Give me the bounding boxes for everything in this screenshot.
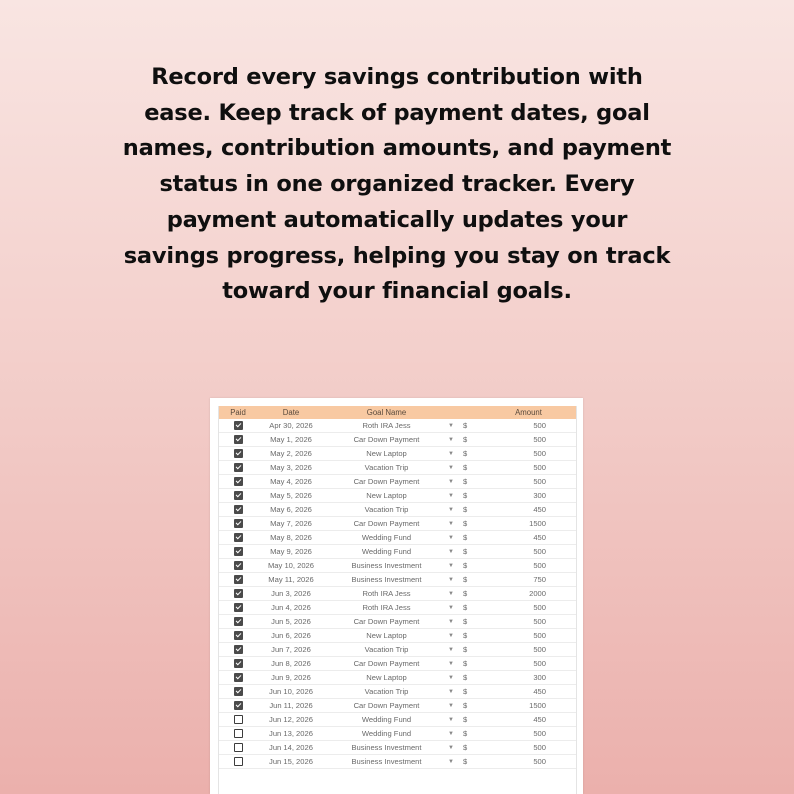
paid-checkbox-checked[interactable] bbox=[234, 547, 243, 556]
amount-cell[interactable]: 500 bbox=[481, 475, 576, 489]
dropdown-arrow-icon[interactable]: ▼ bbox=[448, 503, 463, 517]
paid-cell bbox=[219, 713, 257, 727]
paid-checkbox-checked[interactable] bbox=[234, 477, 243, 486]
paid-cell bbox=[219, 657, 257, 671]
dropdown-arrow-icon[interactable]: ▼ bbox=[448, 671, 463, 685]
table-row bbox=[219, 559, 576, 573]
currency-symbol: $ bbox=[463, 643, 481, 657]
paid-cell bbox=[219, 559, 257, 573]
paid-cell bbox=[219, 475, 257, 489]
savings-tracker-table bbox=[219, 406, 576, 769]
dropdown-arrow-icon[interactable]: ▼ bbox=[448, 643, 463, 657]
paid-cell bbox=[219, 573, 257, 587]
currency-symbol: $ bbox=[463, 433, 481, 447]
paid-checkbox-checked[interactable] bbox=[234, 449, 243, 458]
currency-symbol: $ bbox=[463, 419, 481, 433]
date-cell[interactable]: Jun 13, 2026 bbox=[257, 727, 325, 741]
date-cell[interactable]: May 5, 2026 bbox=[257, 489, 325, 503]
date-cell[interactable]: Jun 11, 2026 bbox=[257, 699, 325, 713]
dropdown-arrow-icon[interactable]: ▼ bbox=[448, 433, 463, 447]
paid-cell bbox=[219, 727, 257, 741]
table-body bbox=[219, 419, 576, 769]
paid-cell bbox=[219, 517, 257, 531]
dropdown-arrow-icon[interactable]: ▼ bbox=[448, 685, 463, 699]
goal-name-cell[interactable]: Car Down Payment bbox=[325, 699, 448, 713]
goal-name-cell[interactable]: Wedding Fund bbox=[325, 713, 448, 727]
goal-name-cell[interactable]: Car Down Payment bbox=[325, 615, 448, 629]
goal-name-cell[interactable]: Car Down Payment bbox=[325, 475, 448, 489]
paid-cell bbox=[219, 755, 257, 769]
amount-column-header: Amount bbox=[481, 406, 576, 419]
amount-cell[interactable]: 1500 bbox=[481, 517, 576, 531]
table-row bbox=[219, 545, 576, 559]
goal-name-cell[interactable]: Roth IRA Jess bbox=[325, 419, 448, 433]
dropdown-arrow-icon[interactable]: ▼ bbox=[448, 461, 463, 475]
date-cell[interactable]: Jun 3, 2026 bbox=[257, 587, 325, 601]
currency-symbol: $ bbox=[463, 671, 481, 685]
amount-cell[interactable]: 450 bbox=[481, 713, 576, 727]
currency-symbol: $ bbox=[463, 601, 481, 615]
table-row bbox=[219, 433, 576, 447]
paid-checkbox-checked[interactable] bbox=[234, 631, 243, 640]
paid-checkbox-checked[interactable] bbox=[234, 533, 243, 542]
paid-cell bbox=[219, 643, 257, 657]
amount-cell[interactable]: 300 bbox=[481, 671, 576, 685]
table-row bbox=[219, 755, 576, 769]
tracker-table-container bbox=[218, 406, 577, 794]
dropdown-arrow-icon[interactable]: ▼ bbox=[448, 587, 463, 601]
tracker-screenshot bbox=[210, 398, 583, 794]
currency-symbol: $ bbox=[463, 727, 481, 741]
goal-name-cell[interactable]: Roth IRA Jess bbox=[325, 587, 448, 601]
goal-name-cell[interactable]: Business Investment bbox=[325, 755, 448, 769]
table-header-row bbox=[219, 406, 576, 419]
dropdown-arrow-icon[interactable]: ▼ bbox=[448, 755, 463, 769]
dropdown-arrow-icon[interactable]: ▼ bbox=[448, 447, 463, 461]
paid-cell bbox=[219, 433, 257, 447]
goal-name-cell[interactable]: Business Investment bbox=[325, 741, 448, 755]
goal-name-cell[interactable]: New Laptop bbox=[325, 671, 448, 685]
goal-name-cell[interactable]: Roth IRA Jess bbox=[325, 601, 448, 615]
date-cell[interactable]: May 7, 2026 bbox=[257, 517, 325, 531]
currency-symbol: $ bbox=[463, 713, 481, 727]
date-cell[interactable]: Jun 10, 2026 bbox=[257, 685, 325, 699]
currency-symbol: $ bbox=[463, 559, 481, 573]
date-cell[interactable]: May 4, 2026 bbox=[257, 475, 325, 489]
currency-symbol: $ bbox=[463, 545, 481, 559]
goal-name-cell[interactable]: Car Down Payment bbox=[325, 657, 448, 671]
paid-cell bbox=[219, 503, 257, 517]
table-row bbox=[219, 531, 576, 545]
dropdown-arrow-icon[interactable]: ▼ bbox=[448, 601, 463, 615]
goal-name-cell[interactable]: Business Investment bbox=[325, 573, 448, 587]
table-row bbox=[219, 601, 576, 615]
paid-checkbox-checked[interactable] bbox=[234, 701, 243, 710]
table-row bbox=[219, 643, 576, 657]
paid-checkbox-checked[interactable] bbox=[234, 603, 243, 612]
goal-name-cell[interactable]: Wedding Fund bbox=[325, 531, 448, 545]
paid-cell bbox=[219, 419, 257, 433]
table-row bbox=[219, 657, 576, 671]
paid-checkbox-checked[interactable] bbox=[234, 617, 243, 626]
table-row bbox=[219, 503, 576, 517]
goal-name-cell[interactable]: New Laptop bbox=[325, 489, 448, 503]
dropdown-arrow-icon[interactable]: ▼ bbox=[448, 489, 463, 503]
amount-cell[interactable]: 500 bbox=[481, 461, 576, 475]
currency-symbol: $ bbox=[463, 489, 481, 503]
table-row bbox=[219, 615, 576, 629]
date-cell[interactable]: Jun 4, 2026 bbox=[257, 601, 325, 615]
paid-cell bbox=[219, 489, 257, 503]
currency-symbol: $ bbox=[463, 475, 481, 489]
date-cell[interactable]: May 10, 2026 bbox=[257, 559, 325, 573]
paid-cell bbox=[219, 615, 257, 629]
amount-cell[interactable]: 500 bbox=[481, 741, 576, 755]
paid-cell bbox=[219, 545, 257, 559]
amount-cell[interactable]: 500 bbox=[481, 643, 576, 657]
currency-symbol: $ bbox=[463, 461, 481, 475]
amount-cell[interactable]: 450 bbox=[481, 685, 576, 699]
goal-name-cell[interactable]: Vacation Trip bbox=[325, 685, 448, 699]
amount-cell[interactable]: 500 bbox=[481, 433, 576, 447]
date-cell[interactable]: May 6, 2026 bbox=[257, 503, 325, 517]
date-cell[interactable]: Apr 30, 2026 bbox=[257, 419, 325, 433]
amount-cell[interactable]: 500 bbox=[481, 657, 576, 671]
paid-cell bbox=[219, 741, 257, 755]
table-row bbox=[219, 699, 576, 713]
dropdown-arrow-icon[interactable]: ▼ bbox=[448, 657, 463, 671]
goal-name-cell[interactable]: New Laptop bbox=[325, 447, 448, 461]
currency-symbol: $ bbox=[463, 629, 481, 643]
table-row bbox=[219, 517, 576, 531]
paid-cell bbox=[219, 629, 257, 643]
dropdown-arrow-icon[interactable]: ▼ bbox=[448, 559, 463, 573]
dropdown-arrow-icon[interactable]: ▼ bbox=[448, 713, 463, 727]
currency-symbol: $ bbox=[463, 517, 481, 531]
dropdown-arrow-icon[interactable]: ▼ bbox=[448, 419, 463, 433]
amount-cell[interactable]: 1500 bbox=[481, 699, 576, 713]
paid-cell bbox=[219, 671, 257, 685]
paid-checkbox-checked[interactable] bbox=[234, 687, 243, 696]
paid-checkbox-checked[interactable] bbox=[234, 645, 243, 654]
date-cell[interactable]: May 2, 2026 bbox=[257, 447, 325, 461]
amount-cell[interactable]: 500 bbox=[481, 545, 576, 559]
table-row bbox=[219, 685, 576, 699]
date-cell[interactable]: May 8, 2026 bbox=[257, 531, 325, 545]
date-cell[interactable]: Jun 12, 2026 bbox=[257, 713, 325, 727]
table-row bbox=[219, 447, 576, 461]
paid-cell bbox=[219, 447, 257, 461]
table-row bbox=[219, 713, 576, 727]
currency-symbol: $ bbox=[463, 587, 481, 601]
headline-text: Record every savings contribution with ease. Keep track of payment dates, goal names, contribution amounts, and payment status in one organized tracker. Every payment automatically updates your savings progress, helping you stay on track toward your financial goals. bbox=[122, 64, 672, 305]
amount-cell[interactable]: 2000 bbox=[481, 587, 576, 601]
currency-symbol: $ bbox=[463, 685, 481, 699]
dropdown-arrow-icon[interactable]: ▼ bbox=[448, 573, 463, 587]
table-row bbox=[219, 727, 576, 741]
date-cell[interactable]: May 9, 2026 bbox=[257, 545, 325, 559]
amount-cell[interactable]: 450 bbox=[481, 531, 576, 545]
paid-checkbox-checked[interactable] bbox=[234, 421, 243, 430]
date-cell[interactable]: May 3, 2026 bbox=[257, 461, 325, 475]
table-row bbox=[219, 489, 576, 503]
paid-checkbox-checked[interactable] bbox=[234, 505, 243, 514]
goal-name-cell[interactable]: Wedding Fund bbox=[325, 727, 448, 741]
table-row bbox=[219, 741, 576, 755]
amount-cell[interactable]: 500 bbox=[481, 727, 576, 741]
amount-cell[interactable]: 450 bbox=[481, 503, 576, 517]
currency-symbol: $ bbox=[463, 615, 481, 629]
paid-checkbox-checked[interactable] bbox=[234, 435, 243, 444]
date-cell[interactable]: Jun 6, 2026 bbox=[257, 629, 325, 643]
goal-name-cell[interactable]: Wedding Fund bbox=[325, 545, 448, 559]
paid-cell bbox=[219, 601, 257, 615]
goal-name-cell[interactable]: Vacation Trip bbox=[325, 503, 448, 517]
goal-name-cell[interactable]: Business Investment bbox=[325, 559, 448, 573]
currency-symbol: $ bbox=[463, 741, 481, 755]
paid-checkbox-unchecked[interactable] bbox=[234, 715, 243, 724]
table-row bbox=[219, 419, 576, 433]
amount-cell[interactable]: 750 bbox=[481, 573, 576, 587]
paid-cell bbox=[219, 699, 257, 713]
currency-symbol: $ bbox=[463, 573, 481, 587]
amount-cell[interactable]: 500 bbox=[481, 755, 576, 769]
paid-cell bbox=[219, 685, 257, 699]
dropdown-arrow-icon[interactable]: ▼ bbox=[448, 741, 463, 755]
dropdown-column-header bbox=[448, 406, 463, 419]
paid-checkbox-unchecked[interactable] bbox=[234, 743, 243, 752]
paid-checkbox-checked[interactable] bbox=[234, 519, 243, 528]
paid-checkbox-checked[interactable] bbox=[234, 561, 243, 570]
dropdown-arrow-icon[interactable]: ▼ bbox=[448, 727, 463, 741]
goal-name-cell[interactable]: Car Down Payment bbox=[325, 433, 448, 447]
table-row bbox=[219, 671, 576, 685]
currency-symbol: $ bbox=[463, 503, 481, 517]
paid-checkbox-checked[interactable] bbox=[234, 491, 243, 500]
currency-symbol: $ bbox=[463, 531, 481, 545]
paid-checkbox-checked[interactable] bbox=[234, 463, 243, 472]
date-cell[interactable]: May 1, 2026 bbox=[257, 433, 325, 447]
paid-checkbox-unchecked[interactable] bbox=[234, 757, 243, 766]
currency-symbol: $ bbox=[463, 657, 481, 671]
amount-cell[interactable]: 500 bbox=[481, 419, 576, 433]
dropdown-arrow-icon[interactable]: ▼ bbox=[448, 531, 463, 545]
date-cell[interactable]: Jun 7, 2026 bbox=[257, 643, 325, 657]
goal-name-cell[interactable]: New Laptop bbox=[325, 629, 448, 643]
dropdown-arrow-icon[interactable]: ▼ bbox=[448, 699, 463, 713]
currency-symbol: $ bbox=[463, 699, 481, 713]
goal-name-cell[interactable]: Vacation Trip bbox=[325, 461, 448, 475]
dropdown-arrow-icon[interactable]: ▼ bbox=[448, 475, 463, 489]
table-row bbox=[219, 475, 576, 489]
date-cell[interactable]: Jun 8, 2026 bbox=[257, 657, 325, 671]
table-row bbox=[219, 461, 576, 475]
amount-cell[interactable]: 500 bbox=[481, 601, 576, 615]
paid-checkbox-unchecked[interactable] bbox=[234, 729, 243, 738]
paid-cell bbox=[219, 461, 257, 475]
date-column-header: Date bbox=[257, 406, 325, 419]
table-row bbox=[219, 587, 576, 601]
paid-checkbox-checked[interactable] bbox=[234, 589, 243, 598]
date-cell[interactable]: Jun 14, 2026 bbox=[257, 741, 325, 755]
dropdown-arrow-icon[interactable]: ▼ bbox=[448, 629, 463, 643]
amount-cell[interactable]: 500 bbox=[481, 615, 576, 629]
goal-name-column-header: Goal Name bbox=[325, 406, 448, 419]
amount-cell[interactable]: 500 bbox=[481, 629, 576, 643]
date-cell[interactable]: Jun 5, 2026 bbox=[257, 615, 325, 629]
paid-cell bbox=[219, 531, 257, 545]
dropdown-arrow-icon[interactable]: ▼ bbox=[448, 545, 463, 559]
paid-checkbox-checked[interactable] bbox=[234, 673, 243, 682]
date-cell[interactable]: Jun 9, 2026 bbox=[257, 671, 325, 685]
table-row bbox=[219, 573, 576, 587]
paid-checkbox-checked[interactable] bbox=[234, 575, 243, 584]
date-cell[interactable]: Jun 15, 2026 bbox=[257, 755, 325, 769]
goal-name-cell[interactable]: Car Down Payment bbox=[325, 517, 448, 531]
date-cell[interactable]: May 11, 2026 bbox=[257, 573, 325, 587]
amount-cell[interactable]: 300 bbox=[481, 489, 576, 503]
paid-checkbox-checked[interactable] bbox=[234, 659, 243, 668]
currency-column-header bbox=[463, 406, 481, 419]
paid-column-header: Paid bbox=[219, 406, 257, 419]
dropdown-arrow-icon[interactable]: ▼ bbox=[448, 615, 463, 629]
amount-cell[interactable]: 500 bbox=[481, 559, 576, 573]
dropdown-arrow-icon[interactable]: ▼ bbox=[448, 517, 463, 531]
amount-cell[interactable]: 500 bbox=[481, 447, 576, 461]
paid-cell bbox=[219, 587, 257, 601]
goal-name-cell[interactable]: Vacation Trip bbox=[325, 643, 448, 657]
table-row bbox=[219, 629, 576, 643]
currency-symbol: $ bbox=[463, 447, 481, 461]
currency-symbol: $ bbox=[463, 755, 481, 769]
